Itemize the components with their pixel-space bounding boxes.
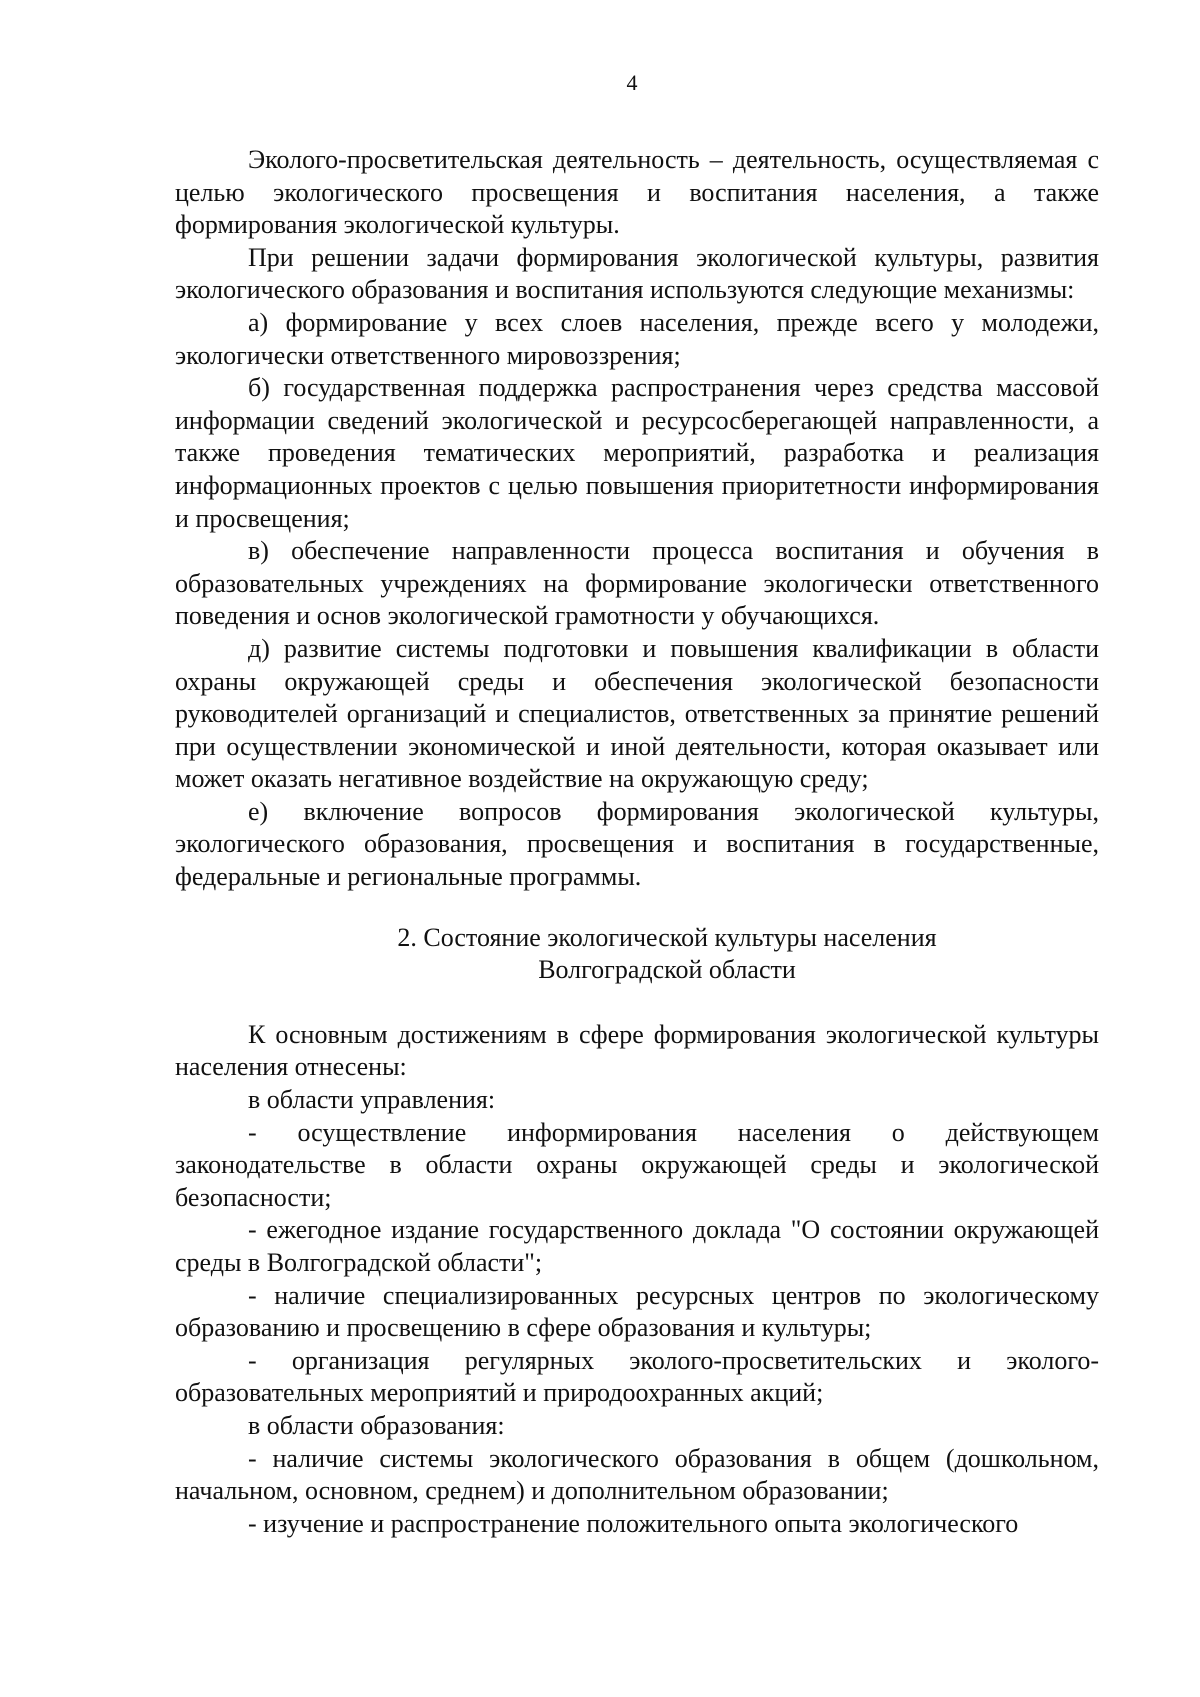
- section-heading-line-1: 2. Состояние экологической культуры населения: [397, 922, 937, 952]
- paragraph-achievements-intro: К основным достижениям в сфере формирования экологической культуры населения отнесены:: [175, 1019, 1099, 1082]
- list-item-e: е) включение вопросов формирования экологической культуры, экологического образования, просвещения и воспитания в государственные, федеральные и региональные программы.: [175, 796, 1099, 892]
- list-item-resource-centers: - наличие специализированных ресурсных центров по экологическому образованию и просвещению в сфере образования и культуры;: [175, 1280, 1099, 1343]
- subheading-management: в области управления:: [248, 1085, 496, 1115]
- paragraph-definition: Эколого-просветительская деятельность – деятельность, осуществляемая с целью экологического просвещения и воспитания населения, а также формирования экологической культуры.: [175, 145, 1099, 240]
- list-item-events: - организация регулярных эколого-просветительских и эколого-образовательных мероприятий и природоохранных акций;: [175, 1345, 1099, 1408]
- section-heading-line-2: Волгоградской области: [538, 955, 796, 985]
- list-item-d: д) развитие системы подготовки и повышения квалификации в области охраны окружающей среды и обеспечения экологической безопасности руководителей организаций и специалистов, ответственных за принятие решений при осуществлении экономической и иной деятельности, которая оказывает или может оказать негативное воздействие на окружающую среду;: [175, 633, 1099, 794]
- list-item-a: а) формирование у всех слоев населения, прежде всего у молодежи, экологически ответственного мировоззрения;: [175, 307, 1099, 370]
- subheading-education: в области образования:: [248, 1410, 505, 1440]
- section-heading: [175, 922, 1099, 987]
- list-item-v: в) обеспечение направленности процесса воспитания и обучения в образовательных учреждениях на формирование экологически ответственного поведения и основ экологической грамотности у обучающихся.: [175, 536, 1099, 631]
- document-body: [175, 144, 1099, 1540]
- list-item-education-system: - наличие системы экологического образования в общем (дошкольном, начальном, основном, среднем) и дополнительном образовании;: [175, 1443, 1099, 1506]
- paragraph-mechanisms-intro: При решении задачи формирования экологической культуры, развития экологического образования и воспитания используются следующие механизмы:: [175, 242, 1099, 305]
- list-item-annual-report: - ежегодное издание государственного доклада "О состоянии окружающей среды в Волгоградской области";: [175, 1215, 1099, 1277]
- list-item-experience: - изучение и распространение положительного опыта экологического: [248, 1508, 1019, 1538]
- list-item-b: б) государственная поддержка распространения через средства массовой информации сведений экологической и ресурсосберегающей направленности, а также проведения тематических мероприятий, разработка и реализация информационных проектов с целью повышения приоритетности информирования и просвещения;: [175, 373, 1099, 533]
- page-number: 4: [626, 70, 638, 95]
- list-item-legislation-info: - осуществление информирования населения о действующем законодательстве в области охраны окружающей среды и экологической безопасности;: [175, 1117, 1099, 1212]
